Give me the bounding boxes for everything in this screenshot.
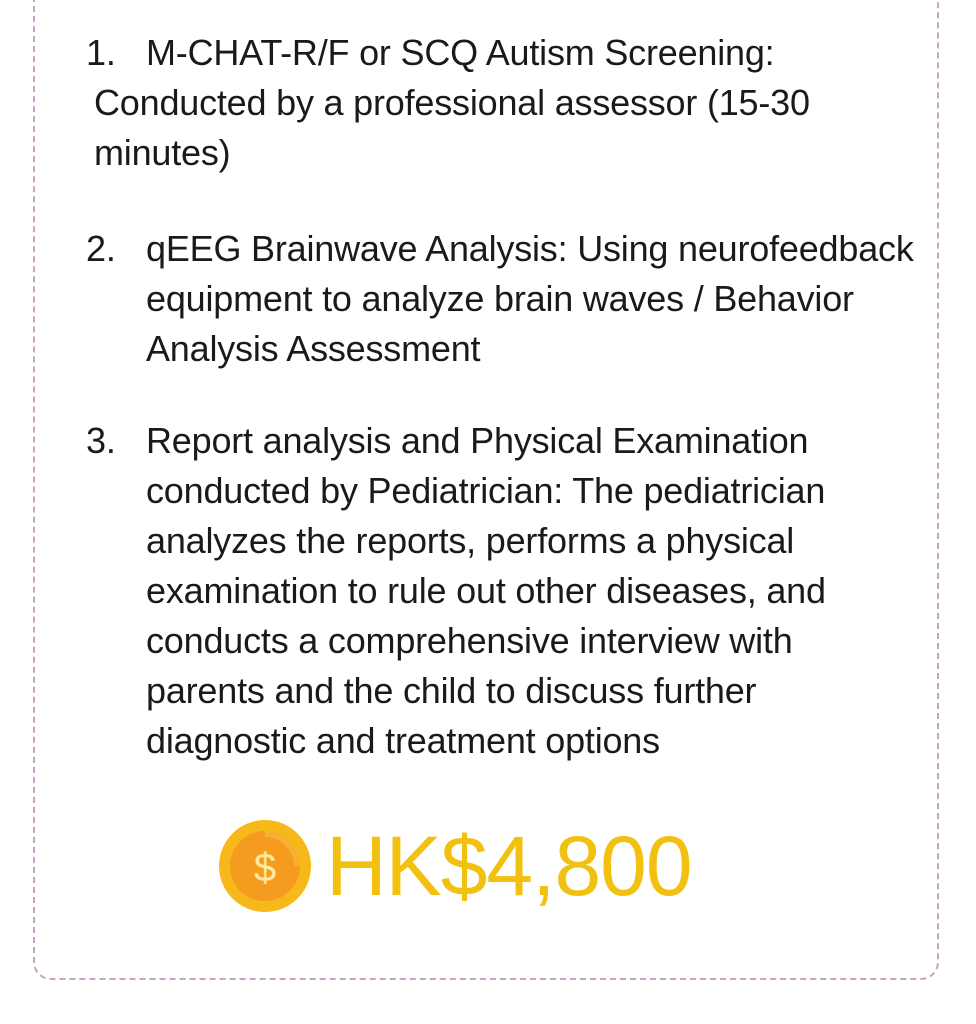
step-number: 2. [86, 228, 116, 269]
price-amount: HK$4,800 [326, 819, 692, 913]
step-number: 3. [86, 420, 116, 461]
price-tag [218, 818, 692, 914]
list-item [86, 224, 916, 374]
dollar-coin-icon [218, 819, 312, 913]
step-number: 1. [86, 32, 116, 73]
step-title: M-CHAT-R/F or SCQ Autism Screening: [146, 32, 775, 73]
list-item [86, 28, 916, 178]
step-text: Report analysis and Physical Examination conducted by Pediatrician: The pediatrician analyzes the reports, performs a physical examination to rule out other diseases, and conducts a comprehensive interview with parents and the child to discuss further diagnostic and treatment options [146, 420, 826, 761]
list-item [86, 416, 916, 766]
step-text: qEEG Brainwave Analysis: Using neurofeedback equipment to analyze brain waves / Behavior Analysis Assessment [146, 228, 914, 369]
step-detail: Conducted by a professional assessor (15-30 minutes) [94, 82, 810, 173]
assessment-steps-list [86, 28, 916, 766]
svg-text:$: $ [253, 846, 277, 890]
